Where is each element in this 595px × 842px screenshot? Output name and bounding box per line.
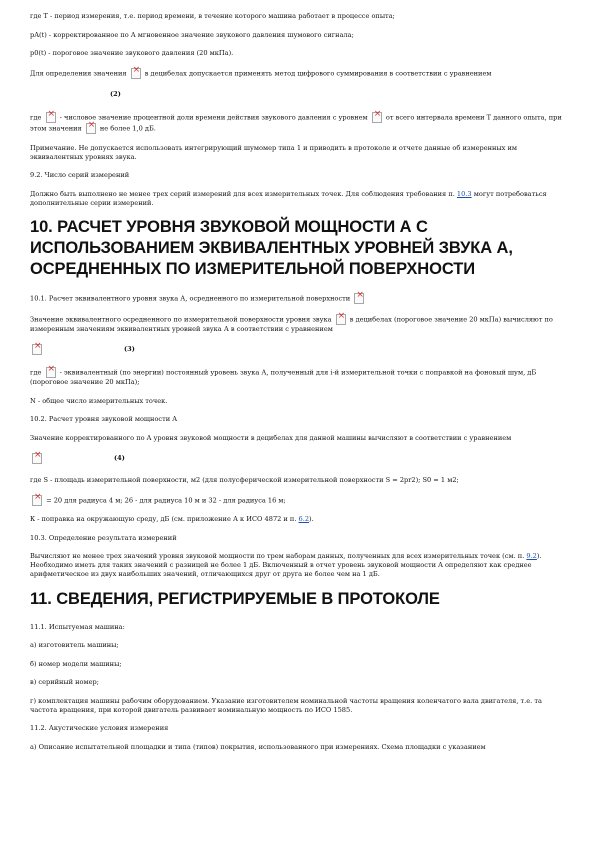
paragraph-percent-share (30, 112, 565, 134)
broken-image-icon (32, 495, 42, 506)
heading-section-11: 11. СВЕДЕНИЯ, РЕГИСТРИРУЕМЫЕ В ПРОТОКОЛЕ (30, 589, 440, 608)
link-section-6-2[interactable]: 6.2 (298, 515, 310, 523)
section-11-1-title: 11.1. Испытуемая машина: (30, 622, 125, 631)
text-segment: могут потребоваться дополнительные серии измерений. (30, 189, 547, 207)
equation-4 (30, 452, 565, 464)
broken-image-icon (32, 453, 42, 464)
text-segment: 10.1. Расчет эквивалентного уровня звука А, осредненного по измерительной поверхности (30, 294, 351, 303)
paragraph-area-definition: где S - площадь измерительной поверхности, м2 (для полусферической измерительной поверхности S = 2pr2); S0 = 1 м2; (30, 476, 459, 484)
list-item-test-site: а) Описание испытательной площадки и типа (типов) покрытия, использованного при измерениях. Схема площадки с указанием (30, 742, 486, 751)
text-segment: ). Необходимо иметь для таких значений с разницей не более 1 дБ. Включенный в отчет уровень звуковой мощности A определяют как среднее арифметическое из двух наибольших значений, отличающихся друг от друга не более чем на 1 дБ. (30, 552, 542, 578)
text-segment: ). (309, 515, 314, 523)
text-segment: К - поправка на окружающую среду, дБ (см. приложение А к ИСО 4872 и п. (30, 515, 297, 523)
equation-number: (3) (124, 344, 135, 353)
paragraph-averaged-level (30, 314, 565, 334)
equation-3 (30, 343, 565, 355)
list-item-model-number: б) номер модели машины; (30, 659, 122, 668)
broken-image-icon (46, 112, 56, 123)
section-9-2-title: 9.2. Число серий измерений (30, 171, 130, 179)
list-item-serial-number: в) серийный номер; (30, 678, 99, 686)
list-item-manufacturer: а) изготовитель машины; (30, 641, 119, 649)
broken-image-icon (46, 367, 56, 378)
broken-image-icon (32, 344, 42, 355)
equation-2 (30, 88, 565, 100)
broken-image-icon (354, 293, 364, 304)
broken-image-icon (336, 314, 346, 325)
paragraph-equivalent-level (30, 367, 565, 387)
text-segment: в децибелах (пороговое значение 20 мкПа) вычисляют по измеренным значениям эквивалентных уровней звука А в соответствии с уравнением (30, 315, 553, 333)
text-segment: Вычисляют не менее трех значений уровня звуковой мощности по трем наборам данных, полученных для всех измерительных точек (см. п. (30, 552, 525, 560)
link-section-10-3[interactable]: 10.3 (456, 189, 472, 198)
equation-number: (2) (110, 89, 121, 98)
broken-image-icon (131, 68, 141, 79)
paragraph-pa-definition: pA(t) - корректированное по A мгновенное значение звукового давления шумового сигнала; (30, 30, 354, 39)
paragraph-radius-values (30, 495, 565, 506)
section-10-1-title (30, 293, 565, 304)
section-10-3-title: 10.3. Определение результата измерений (30, 533, 177, 542)
text-segment: от всего интервала времени T данного (385, 113, 522, 122)
text-segment: - эквивалентный (по энергии) постоянный уровень звука А, полученный для i-й измерительной точки с поправкой на фоновый шум, дБ (пороговое значение 20 мкПа); (30, 368, 537, 386)
text-segment: Должно быть выполнено не менее трех серий измерений для всех измерительных точек. Для соблюдения требования п. (30, 189, 455, 198)
paragraph-series-count (30, 190, 565, 208)
paragraph-note: Примечание. Не допускается использовать интегрирующий шумомер типа 1 и приводить в протоколе и отчете данные об измеренных им эквивалентных уровнях звука. (30, 143, 517, 161)
section-10-2-title: 10.2. Расчет уровня звуковой мощности A (30, 415, 178, 423)
text-segment: не более 1,0 дБ. (99, 124, 156, 133)
text-segment: Значение эквивалентного осредненного по измерительной поверхности уровня звука (30, 315, 332, 323)
equation-number: (4) (114, 453, 125, 462)
paragraph-n-definition: N - общее число измерительных точек. (30, 396, 168, 405)
text-segment: = 20 для радиуса 4 м; 26 - для радиуса 10 м и 32 - для радиуса 16 м; (46, 496, 286, 504)
text-segment: в децибелах допускается применять метод цифрового суммирования в соответствии с уравнением (144, 69, 492, 77)
heading-section-10: 10. РАСЧЕТ УРОВНЯ ЗВУКОВОЙ МОЩНОСТИ А С ИСПОЛЬЗОВАНИЕМ ЭКВИВАЛЕНТНЫХ УРОВНЕЙ ЗВУКА А, ОСРЕДНЕННЫХ ПО ИЗМЕРИТЕЛЬНОЙ ПОВЕРХНОСТИ (30, 218, 513, 278)
paragraph-power-level: Значение корректированного по A уровня звуковой мощности в децибелах для данной машины вычисляют в соответствии с уравнением (30, 433, 512, 442)
text-segment: Для определения значения (30, 69, 127, 77)
text-segment: где (30, 368, 42, 377)
paragraph-result-determination (30, 552, 565, 579)
text-segment: - числовое значение процентной доли времени действия звукового давления с уровнем (59, 113, 368, 122)
paragraph-correction-k (30, 515, 565, 524)
broken-image-icon (86, 123, 96, 134)
text-segment: опыта, при этом значения (30, 113, 562, 133)
paragraph-period-definition: где T - период измерения, т.е. период времени, в течение которого машина работает в процессе опыта; (30, 12, 395, 20)
paragraph-p0-definition: p0(t) - пороговое значение звукового давления (20 мкПа). (30, 49, 234, 57)
section-11-2-title: 11.2. Акустические условия измерения (30, 724, 169, 732)
broken-image-icon (372, 112, 382, 123)
text-segment: где (30, 113, 42, 122)
paragraph-digital-summation (30, 68, 565, 79)
link-section-9-2[interactable]: 9.2 (526, 552, 537, 560)
list-item-equipment: г) комплектация машины рабочим оборудованием. Указание изготовителем номинальной частоты вращения коленчатого вала двигателя, т.е. та частота вращения, при которой двигатель развивает номинальную мощность по ИСО 1585. (30, 696, 542, 714)
